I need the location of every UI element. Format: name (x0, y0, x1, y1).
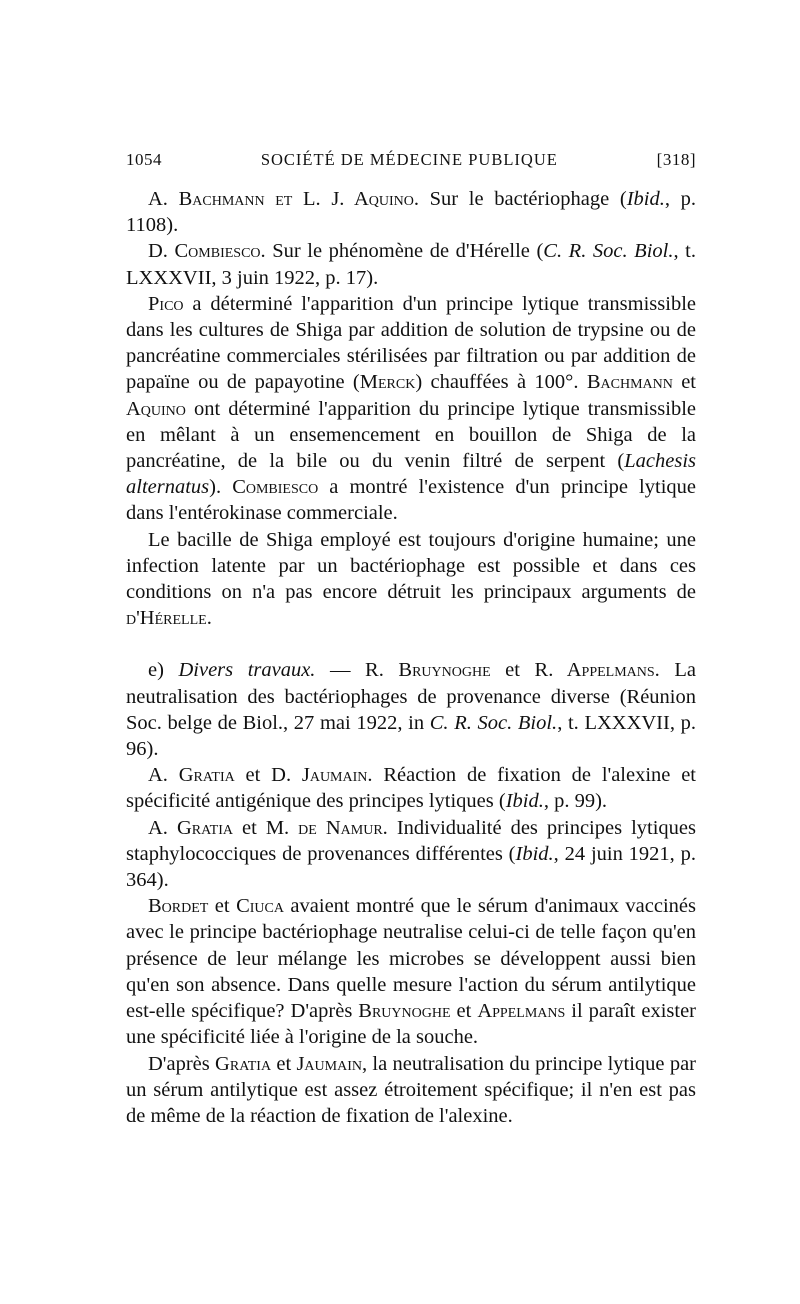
body-text: a déterminé l'apparition d'un principe lytique transmissible dans les cultures de Shiga par addition de solution de trypsine ou de pancréatine commerciales stérilisées par filtration ou par addition de papaïne ou de papayotine ( (126, 292, 696, 394)
author-name: Pico (148, 292, 184, 315)
body-text: et (490, 659, 535, 682)
running-header (126, 150, 696, 170)
section-number: [318] (656, 150, 696, 169)
body-text: a montré l'existence d'un principe lytique dans l'entérokinase commerciale. (126, 476, 696, 525)
body-text: et (234, 764, 272, 787)
author-name: Gratia (215, 1052, 272, 1075)
reference-tail: , p. 1108). (126, 188, 697, 237)
section-label: e) (148, 659, 179, 682)
paragraph-pico (126, 291, 696, 527)
reference-gratia-namur (126, 815, 696, 894)
author-name: R. Bruynoghe (365, 659, 491, 682)
reference-source: Ibid. (626, 188, 665, 210)
reference-authors: A. Bachmann et L. J. Aquino. (148, 188, 419, 210)
reference-author: D. Combiesco. (148, 240, 266, 263)
body-text: ont déterminé l'apparition du principe lytique transmissible en mêlant à un ensemencement en bouillon de Shiga de la pancréatine, de la bile ou du venin filtré de serpent ( (126, 397, 696, 473)
reference-text: Sur le bactériophage ( (419, 188, 627, 210)
section-gap (126, 631, 696, 657)
author-name: A. Gratia (148, 816, 233, 839)
body-text: Réaction de fixation de l'alexine et spécificité antigénique des principes lytiques ( (126, 764, 696, 813)
author-name: Appelmans (477, 1000, 566, 1023)
paragraph-gratia-jaumain-conclusion (126, 1051, 696, 1130)
book-page (126, 150, 696, 1129)
reference-source: Ibid. (505, 790, 544, 813)
page-number: 1054 (126, 150, 162, 169)
author-name: Bruynoghe (358, 1000, 451, 1023)
body-text: , la neutralisation du principe lytique par un sérum antilytique est assez étroitement spécifique; il n'en est pas de même de la réaction de fixation de l'alexine. (126, 1052, 696, 1127)
reference-source: C. R. Soc. Biol. (543, 240, 674, 263)
body-text: il paraît exister une spécificité liée à l'origine de la souche. (126, 1000, 696, 1049)
reference-gratia-jaumain (126, 762, 696, 814)
author-name: Combiesco (232, 476, 319, 499)
author-name: A. Gratia (148, 764, 235, 787)
body-text: Le bacille de Shiga employé est toujours d'origine humaine; une infection latente par un bactériophage est possible et dans ces conditions on n'a pas encore détruit les principaux arguments de (126, 528, 696, 604)
author-name: D. Jaumain. (271, 764, 373, 787)
body-text: . (206, 607, 212, 630)
paragraph-shiga-bacillus (126, 527, 696, 632)
author-name: Aquino (126, 397, 186, 420)
body-text: et (672, 371, 696, 394)
reference-tail: , t. LXXXVII, 3 juin 1922, p. 17). (126, 240, 697, 289)
body-text: avaient montré que le sérum d'animaux vaccinés avec le principe bactériophage neutralise celui-ci de telle façon qu'en présence de leur mélange les microbes se développent aussi bien qu'en son absence. Dans quelle mesure l'action du sérum antilytique est-elle spécifique? D'après (126, 895, 697, 1023)
author-name: Jaumain (296, 1052, 362, 1075)
reference-combiesco (126, 238, 696, 290)
body-text: ) chauffées à 100°. (415, 371, 587, 394)
body-text: , p. 99). (543, 790, 608, 813)
paragraph-bordet-ciuca (126, 893, 696, 1050)
body-text: — (315, 659, 366, 682)
reference-bachmann-aquino (126, 186, 696, 238)
body-text: ). (209, 476, 233, 499)
body-text: et (271, 1052, 297, 1075)
author-name: M. de Namur. (265, 816, 388, 839)
body-text: La neutralisation des bactériophages de provenance diverse (Réunion Soc. belge de Biol., 27 mai 1922, in (126, 659, 696, 734)
species-name: Lachesis alternatus (126, 450, 696, 499)
author-name: Bordet (148, 895, 209, 918)
reference-source: C. R. Soc. Biol. (429, 711, 558, 734)
section-heading: Divers travaux. (178, 659, 316, 682)
author-name: d'Hérelle (126, 607, 207, 630)
body-text: et (208, 895, 237, 918)
body-text: , t. LXXXVII, p. 96). (126, 711, 696, 761)
body-text: , 24 juin 1921, p. 364). (126, 842, 696, 892)
author-name: Ciuca (236, 895, 284, 918)
section-divers-travaux (126, 657, 696, 762)
body-text: Individualité des principes lytiques staphylococciques de provenances différentes ( (126, 816, 696, 865)
body-text: et (232, 816, 266, 839)
author-name: Bachmann (586, 371, 673, 394)
author-name: R. Appelmans. (534, 659, 660, 682)
body-text: D'après (148, 1052, 216, 1075)
author-name: Merck (359, 371, 416, 394)
reference-source: Ibid. (515, 842, 554, 865)
body-text: et (450, 1000, 478, 1023)
running-title: SOCIÉTÉ DE MÉDECINE PUBLIQUE (260, 150, 558, 169)
reference-text: Sur le phénomène de d'Hérelle ( (265, 240, 544, 263)
